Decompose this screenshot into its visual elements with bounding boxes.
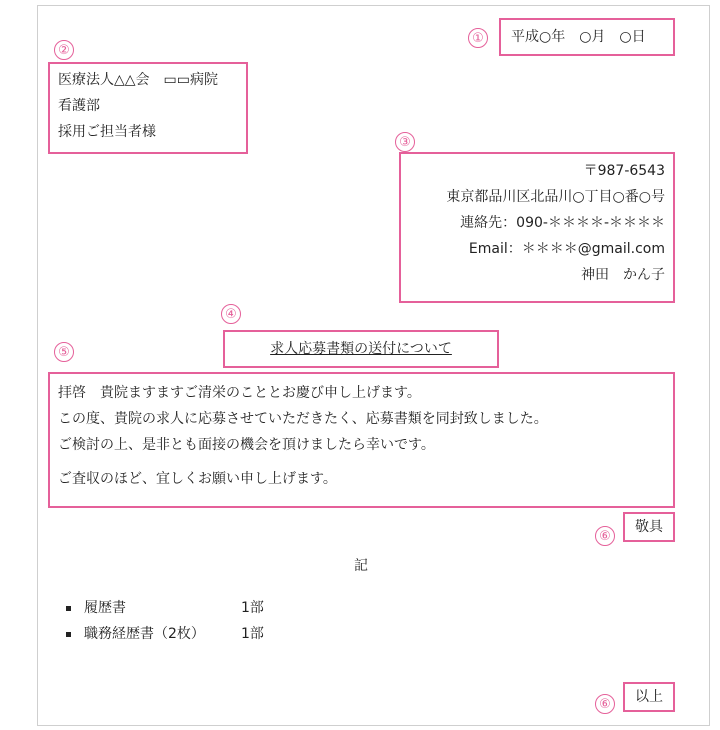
- marker-4: ④: [221, 304, 241, 324]
- sender-box: [399, 152, 675, 303]
- recipient-line-2: 看護部: [58, 98, 100, 114]
- body-box: [48, 372, 675, 508]
- recipient-box: [48, 62, 248, 154]
- recipient-line-1: 医療法人△△会 ▭▭病院: [58, 72, 218, 88]
- marker-5: ⑤: [54, 342, 74, 362]
- enclosure-qty: 1部: [241, 600, 264, 616]
- body-line-3: ご検討の上、是非とも面接の機会を頂けましたら幸いです。: [58, 437, 435, 453]
- enclosure-item: 職務経歴書（2枚）: [84, 626, 205, 642]
- letter-page: [37, 5, 710, 726]
- marker-1: ①: [468, 28, 488, 48]
- ki-heading: 記: [354, 558, 368, 574]
- sender-address: 東京都品川区北品川○丁目○番○号: [446, 189, 665, 205]
- marker-6a: ⑥: [595, 526, 615, 546]
- enclosure-qty: 1部: [241, 626, 264, 642]
- end-box: [623, 682, 675, 712]
- sender-email: Email：＊＊＊＊@gmail.com: [468, 241, 665, 257]
- date-text: 平成○年 ○月 ○日: [511, 29, 646, 45]
- sender-postal: 〒987-6543: [583, 163, 665, 179]
- subject-text: 求人応募書類の送付について: [270, 341, 452, 357]
- marker-2: ②: [54, 40, 74, 60]
- bullet-icon: [66, 632, 71, 637]
- closing-text: 敬具: [635, 519, 663, 535]
- enclosure-item: 履歴書: [84, 600, 126, 616]
- marker-3: ③: [395, 132, 415, 152]
- recipient-line-3: 採用ご担当者様: [58, 124, 156, 140]
- closing-box: [623, 512, 675, 542]
- marker-6b: ⑥: [595, 694, 615, 714]
- date-box: [499, 18, 675, 56]
- end-text: 以上: [635, 689, 663, 705]
- subject-box: [223, 330, 499, 368]
- body-line-2: この度、貴院の求人に応募させていただきたく、応募書類を同封致しました。: [58, 411, 548, 427]
- bullet-icon: [66, 606, 71, 611]
- sender-phone: 連絡先：090-＊＊＊＊-＊＊＊＊: [460, 215, 665, 231]
- sender-name: 神田 かん子: [581, 267, 665, 283]
- body-line-4: ご査収のほど、宜しくお願い申し上げます。: [58, 471, 337, 487]
- body-line-1: 拝啓 貴院ますますご清栄のこととお慶び申し上げます。: [58, 385, 421, 401]
